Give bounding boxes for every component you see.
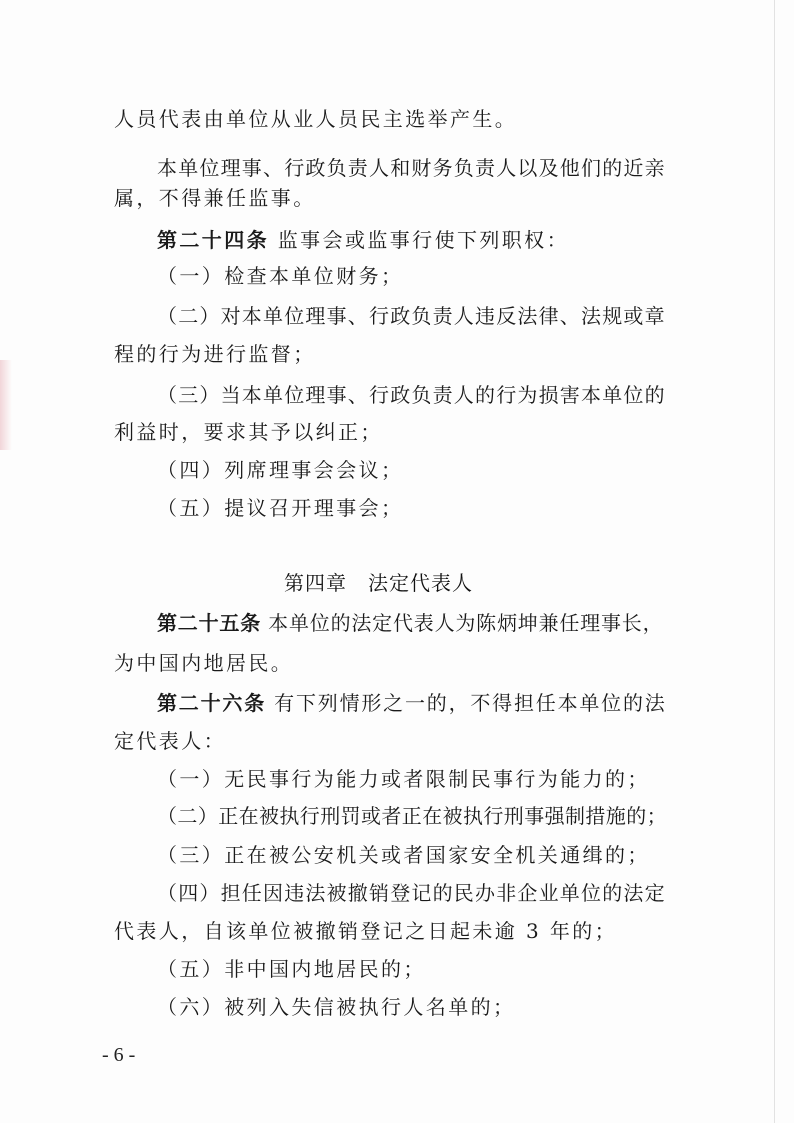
paragraph-line: 程的行为进行监督； bbox=[114, 342, 316, 366]
paragraph-line: 利益时，要求其予以纠正； bbox=[114, 420, 383, 444]
page-edge-stain bbox=[0, 360, 12, 450]
list-item: （一）无民事行为能力或者限制民事行为能力的； bbox=[157, 767, 650, 791]
list-item: （五）提议召开理事会； bbox=[157, 496, 404, 520]
article-24-line: 第二十四条 监事会或监事行使下列职权： bbox=[157, 228, 569, 252]
article-number: 第二十六条 bbox=[157, 691, 266, 715]
paragraph-line: 为中国内地居民。 bbox=[114, 651, 294, 675]
paragraph-line: 本单位理事、行政负责人和财务负责人以及他们的近亲 bbox=[157, 156, 666, 180]
paragraph-line: 人员代表由单位从业人员民主选举产生。 bbox=[114, 107, 518, 131]
page-number: - 6 - bbox=[102, 1044, 136, 1066]
page-edge-line bbox=[774, 0, 775, 1123]
list-item: （五）非中国内地居民的； bbox=[157, 957, 426, 981]
list-item: （二）对本单位理事、行政负责人违反法律、法规或章 bbox=[157, 304, 666, 328]
paragraph-line: 定代表人： bbox=[114, 729, 226, 753]
article-25-line: 第二十五条 本单位的法定代表人为陈炳坤兼任理事长， bbox=[157, 611, 664, 635]
list-item: （三）当本单位理事、行政负责人的行为损害本单位的 bbox=[157, 383, 666, 407]
list-item: （四）担任因违法被撤销登记的民办非企业单位的法定 bbox=[157, 881, 666, 905]
paragraph-line: 属，不得兼任监事。 bbox=[114, 186, 316, 210]
list-item: （四）列席理事会会议； bbox=[157, 458, 404, 482]
list-item: （三）正在被公安机关或者国家安全机关通缉的； bbox=[157, 843, 650, 867]
article-number: 第二十四条 bbox=[157, 228, 269, 252]
list-item: （二）正在被执行刑罚或者正在被执行刑事强制措施的； bbox=[157, 804, 667, 828]
list-item: （六）被列入失信被执行人名单的； bbox=[157, 995, 516, 1019]
list-item: （一）检查本单位财务； bbox=[157, 264, 404, 288]
paragraph-line: 代表人，自该单位被撤销登记之日起未逾 3 年的； bbox=[114, 919, 618, 943]
article-26-line: 第二十六条 有下列情形之一的，不得担任本单位的法 bbox=[157, 691, 667, 715]
article-number: 第二十五条 bbox=[157, 611, 261, 635]
chapter-title: 第四章 法定代表人 bbox=[284, 571, 473, 595]
